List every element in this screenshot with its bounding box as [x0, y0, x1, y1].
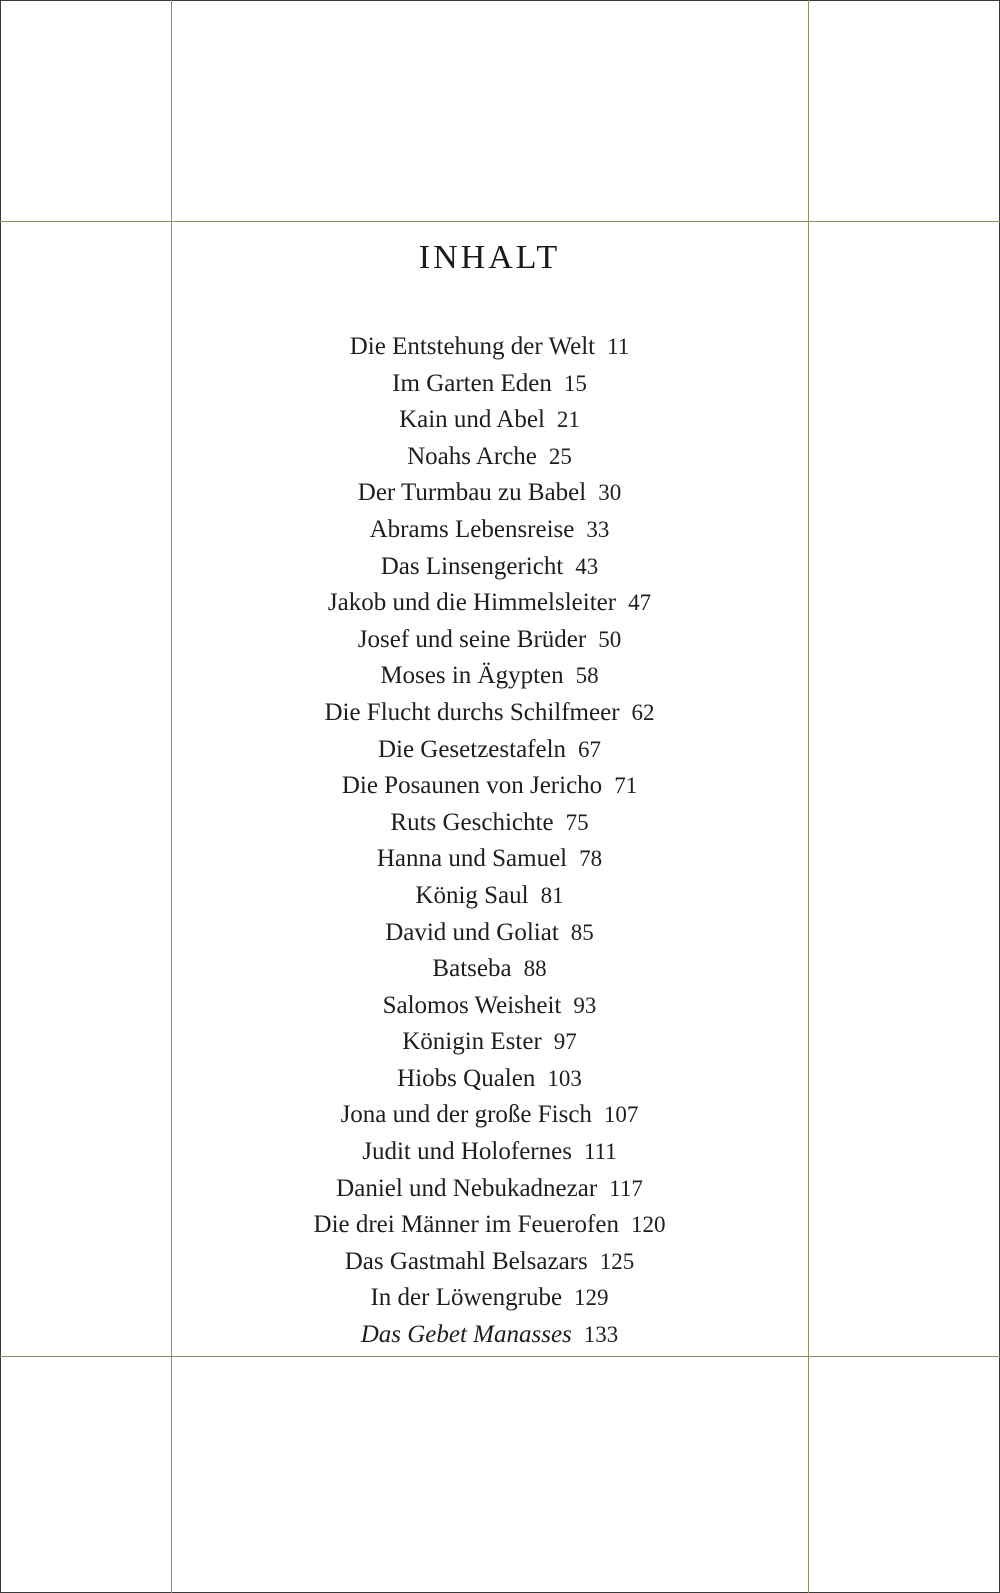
toc-entry-title: Batseba [432, 955, 512, 983]
toc-entry-title: Die drei Männer im Feuerofen [313, 1211, 619, 1239]
toc-entry-title: Salomos Weisheit [382, 991, 562, 1019]
toc-entry [171, 1244, 808, 1281]
toc-entry-title: Judit und Holofernes [362, 1138, 572, 1166]
toc-entry [171, 402, 808, 439]
toc-entry-page-number: 11 [607, 334, 630, 359]
toc-entry [171, 951, 808, 988]
toc-entry-page-number: 75 [565, 809, 589, 835]
toc-entry-title: Die Flucht durchs Schilfmeer [324, 698, 620, 726]
toc-entry-title: Hiobs Qualen [397, 1064, 536, 1092]
toc-entry [171, 878, 808, 915]
toc-entry-page-number: 62 [631, 699, 655, 725]
frame-line-top [0, 221, 1000, 222]
toc-entry-page-number: 107 [603, 1102, 639, 1128]
toc-entry-title: Kain und Abel [399, 406, 545, 434]
toc-entry-page-number: 117 [609, 1175, 643, 1201]
toc-entry-page-number: 103 [547, 1065, 582, 1091]
toc-entry-title: David und Goliat [385, 918, 559, 946]
toc-entry-page-number: 88 [523, 956, 547, 982]
toc-entry-title: Ruts Geschichte [390, 808, 554, 836]
toc-entry-page-number: 78 [579, 846, 603, 872]
toc-entry [171, 695, 808, 732]
toc-entry-page-number: 71 [614, 773, 638, 799]
toc-entry [171, 549, 808, 586]
toc-entry-title: Die Entstehung der Welt [349, 333, 596, 360]
toc-entry-page-number: 33 [586, 516, 610, 542]
toc-entry-page-number: 81 [540, 882, 564, 908]
toc-entry-page-number: 21 [556, 407, 580, 433]
toc-entry [171, 439, 808, 476]
toc-entry-page-number: 30 [598, 480, 622, 506]
toc-entry-page-number: 58 [575, 663, 599, 689]
toc-entry [171, 915, 808, 952]
toc-entry-title: Die Gesetzestafeln [377, 735, 567, 763]
toc-entry-page-number: 50 [598, 626, 622, 652]
toc-entry-title: Hanna und Samuel [376, 845, 568, 873]
toc-entry [171, 1317, 808, 1354]
toc-entry-page-number: 85 [570, 919, 594, 945]
toc-entry-page-number: 125 [599, 1248, 635, 1274]
toc-entry-title: Jakob und die Himmelsleiter [327, 589, 617, 617]
toc-entry [171, 732, 808, 769]
toc-entry [171, 988, 808, 1025]
toc-entry-title: Daniel und Nebukadnezar [336, 1174, 598, 1202]
toc-entry [171, 805, 808, 842]
toc-entry [171, 1171, 808, 1208]
toc-entry [171, 658, 808, 695]
frame-line-right [808, 0, 809, 1593]
toc-entry-page-number: 97 [553, 1029, 577, 1055]
toc-entry-page-number: 93 [573, 992, 597, 1018]
toc-entry-title: Das Linsengericht [380, 552, 564, 580]
toc-entry-title: Im Garten Eden [392, 369, 552, 397]
toc-entry-title: König Saul [415, 881, 529, 909]
toc-entry-page-number: 43 [575, 553, 599, 579]
toc-entry-page-number: 67 [578, 736, 602, 762]
toc-entry-title: Moses in Ägypten [380, 662, 564, 690]
toc-entry [171, 512, 808, 549]
toc-entry-title: Abrams Lebensreise [369, 515, 575, 543]
toc-entry-title: In der Löwengrube [370, 1284, 563, 1312]
toc-entry [171, 585, 808, 622]
toc-entry-title: Königin Ester [402, 1028, 542, 1056]
toc-entry [171, 1061, 808, 1098]
toc-entry [171, 1207, 808, 1244]
toc-entry-title: Josef und seine Brüder [357, 625, 587, 653]
frame-line-bottom [0, 1356, 1000, 1357]
toc-entry-title: Jona und der große Fisch [340, 1101, 592, 1129]
toc-entry [171, 475, 808, 512]
toc-entry [171, 1134, 808, 1171]
toc-entry-title: Das Gebet Manasses [360, 1321, 572, 1349]
toc-entry-page-number: 120 [630, 1212, 666, 1238]
toc-entry-title: Die Posaunen von Jericho [341, 772, 603, 800]
toc-entry-title: Der Turmbau zu Babel [357, 479, 587, 507]
toc-entry [171, 622, 808, 659]
toc-title: INHALT [418, 239, 561, 276]
toc-entry [171, 329, 808, 366]
toc-entry-page-number: 133 [583, 1322, 619, 1348]
toc-entry [171, 841, 808, 878]
toc-entry [171, 366, 808, 403]
toc-entry-page-number: 129 [574, 1285, 609, 1311]
toc-entry [171, 1280, 808, 1317]
toc-list [171, 329, 808, 1354]
toc-entry-title: Noahs Arche [407, 442, 537, 470]
toc-entry [171, 1097, 808, 1134]
toc-entry-page-number: 47 [628, 590, 652, 616]
toc-entry [171, 768, 808, 805]
toc-entry-title: Das Gastmahl Belsazars [344, 1247, 588, 1275]
toc-entry [171, 1024, 808, 1061]
toc-entry-page-number: 111 [583, 1139, 617, 1165]
toc-entry-page-number: 15 [563, 370, 587, 396]
table-of-contents [171, 237, 808, 1354]
toc-entry-page-number: 25 [548, 443, 572, 469]
